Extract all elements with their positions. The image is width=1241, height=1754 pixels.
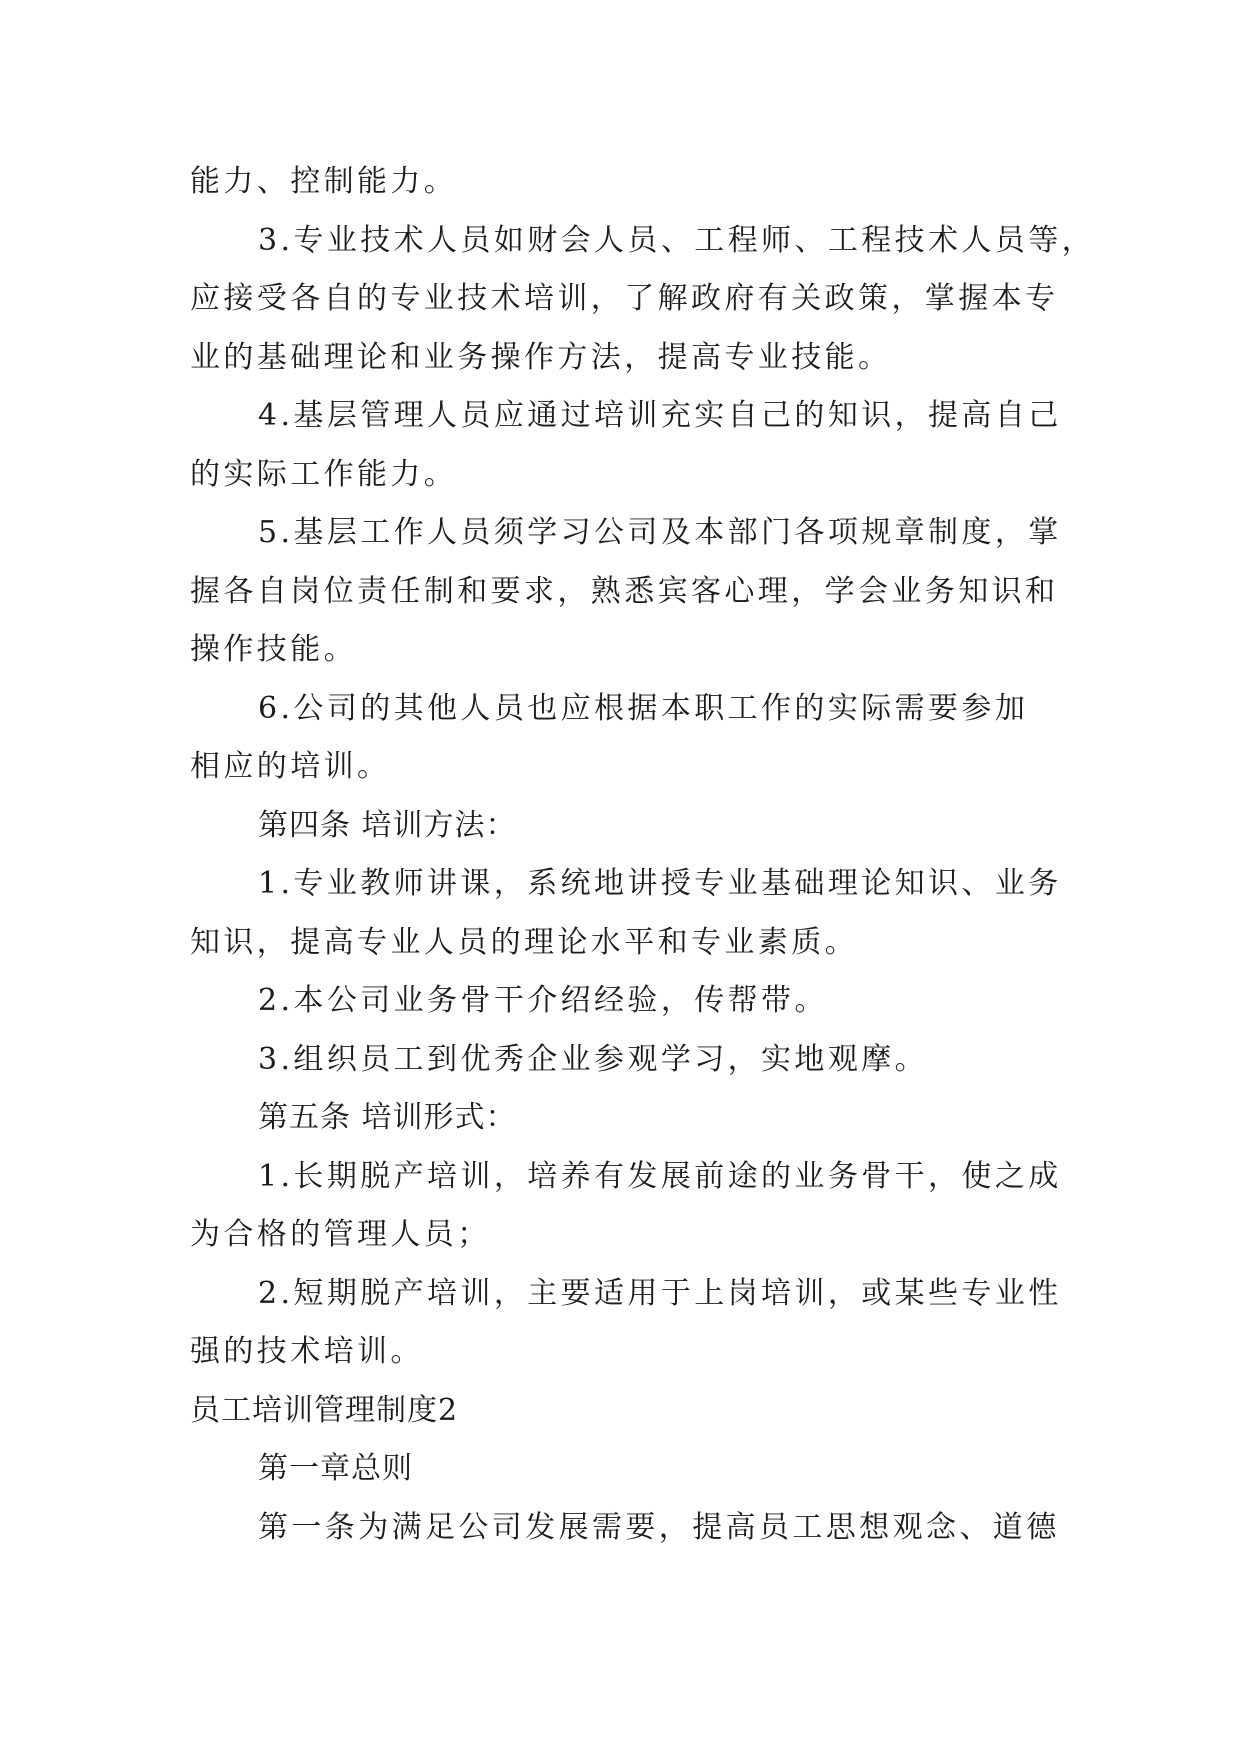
paragraph-line: 2.短期脱产培训，主要适用于上岗培训，或某些专业性 (258, 1275, 1062, 1311)
paragraph-line: 的实际工作能力。 (190, 456, 458, 492)
paragraph-line: 3.组织员工到优秀企业参观学习，实地观摩。 (258, 1041, 929, 1077)
paragraph-line: 应接受各自的专业技术培训，了解政府有关政策，掌握本专 (190, 281, 1059, 316)
paragraph-line: 操作技能。 (190, 632, 357, 667)
paragraph-line: 3.专业技术人员如财会人员、工程师、工程技术人员等， (258, 222, 1096, 258)
paragraph-line: 握各自岗位责任制和要求，熟悉宾客心理，学会业务知识和 (190, 573, 1059, 609)
article-heading: 第五条 培训形式： (258, 1100, 517, 1135)
paragraph-line: 能力、控制能力。 (190, 164, 458, 199)
article-heading: 第四条 培训方法： (258, 807, 517, 843)
paragraph-line: 第一条为满足公司发展需要，提高员工思想观念、道德 (258, 1509, 1060, 1545)
paragraph-line: 相应的培训。 (190, 749, 391, 784)
paragraph-line: 1.专业教师讲课，系统地讲授专业基础理论知识、业务 (258, 866, 1062, 901)
section-title: 员工培训管理制度2 (190, 1392, 459, 1428)
paragraph-line: 5.基层工作人员须学习公司及本部门各项规章制度，掌 (258, 515, 1062, 550)
paragraph-line: 2.本公司业务骨干介绍经验，传帮带。 (258, 983, 828, 1018)
paragraph-line: 1.长期脱产培训，培养有发展前途的业务骨干，使之成 (258, 1158, 1062, 1194)
paragraph-line: 业的基础理论和业务操作方法，提高专业技能。 (190, 339, 892, 375)
document-body (190, 153, 1096, 1557)
paragraph-line: 4.基层管理人员应通过培训充实自己的知识，提高自己 (258, 398, 1062, 433)
paragraph-line: 强的技术培训。 (190, 1334, 424, 1369)
paragraph-line: 知识，提高专业人员的理论水平和专业素质。 (190, 924, 858, 960)
paragraph-line: 为合格的管理人员； (190, 1217, 491, 1252)
paragraph-line: 6.公司的其他人员也应根据本职工作的实际需要参加 (258, 690, 1029, 726)
chapter-heading: 第一章总则 (258, 1451, 413, 1486)
